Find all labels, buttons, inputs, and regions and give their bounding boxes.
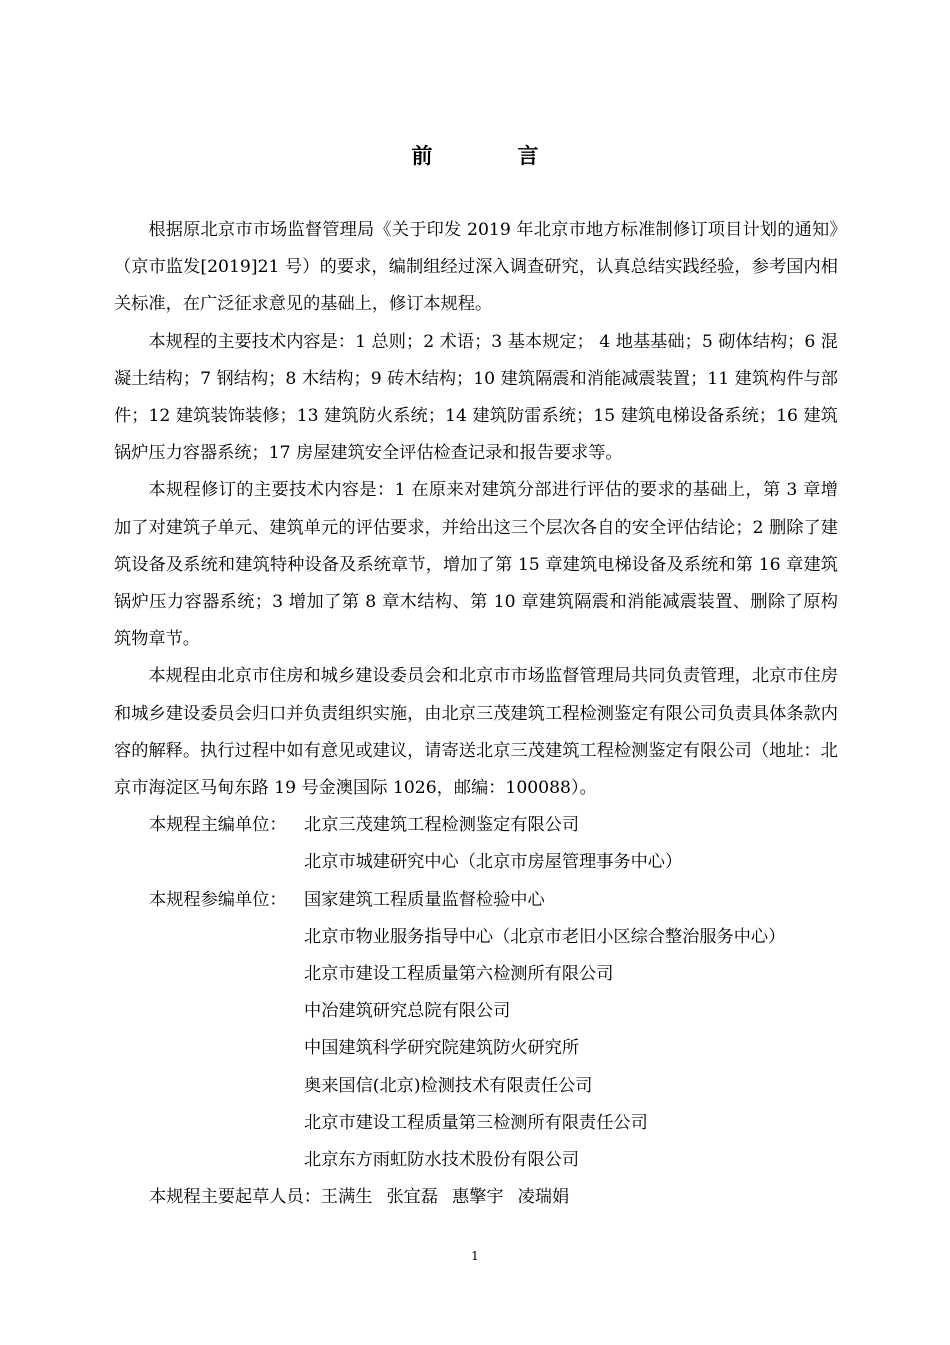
label-spacer <box>114 1105 304 1142</box>
participating-unit-row <box>114 956 838 993</box>
participating-units-block <box>114 882 838 1180</box>
participating-unit-row <box>114 1030 838 1067</box>
participating-unit-name: 北京市建设工程质量第六检测所有限公司 <box>304 964 614 985</box>
drafters-label: 本规程主要起草人员： <box>149 1187 321 1208</box>
participating-unit-name: 奥来国信(北京)检测技术有限责任公司 <box>304 1075 593 1096</box>
label-spacer <box>114 1068 304 1105</box>
label-spacer <box>114 956 304 993</box>
chief-units-block <box>114 807 838 881</box>
drafter-name: 凌瑞娟 <box>517 1187 570 1208</box>
chief-unit-name: 北京三茂建筑工程检测鉴定有限公司 <box>304 815 580 836</box>
participating-unit-name: 中冶建筑研究总院有限公司 <box>304 1001 511 1022</box>
page-title: 前 言 <box>411 144 571 168</box>
label-spacer <box>114 1030 304 1067</box>
participating-unit-name: 北京东方雨虹防水技术股份有限公司 <box>304 1150 580 1171</box>
participating-unit-row <box>114 919 838 956</box>
participating-unit-row <box>114 1105 838 1142</box>
paragraph-revision-content: 本规程修订的主要技术内容是：1 在原来对建筑分部进行评估的要求的基础上，第 3 章增加了对建筑子单元、建筑单元的评估要求，并给出这三个层次各自的安全评估结论；2 删除了建筑设备及系统和建筑特种设备及系统章节，增加了第 15 章建筑电梯设备及系统和第 16 章建筑锅炉压力容器系统；3 增加了第 8 章木结构、第 10 章建筑隔震和消能减震装置、删除了原构筑物章节。 <box>114 480 838 650</box>
chief-unit-row <box>114 844 838 881</box>
participating-units-label: 本规程参编单位： <box>149 889 287 910</box>
participating-unit-row <box>114 1142 838 1179</box>
participating-unit-name: 北京市物业服务指导中心（北京市老旧小区综合整治服务中心） <box>304 926 786 947</box>
chief-unit-name: 北京市城建研究中心（北京市房屋管理事务中心） <box>304 852 683 873</box>
participating-unit-row <box>114 1068 838 1105</box>
participating-unit-name: 国家建筑工程质量监督检验中心 <box>304 889 545 910</box>
label-spacer <box>114 1142 304 1179</box>
chief-units-label: 本规程主编单位： <box>149 815 287 836</box>
participating-unit-row <box>114 993 838 1030</box>
chief-unit-row <box>114 807 838 844</box>
paragraph-basis: 根据原北京市市场监督管理局《关于印发 2019 年北京市地方标准制修订项目计划的通知》（京市监发[2019]21 号）的要求，编制组经过深入调查研究，认真总结实践经验，参考国内相关标准，在广泛征求意见的基础上，修订本规程。 <box>114 220 838 315</box>
paragraph-main-content: 本规程的主要技术内容是：1 总则；2 术语；3 基本规定； 4 地基基础；5 砌体结构；6 混凝土结构；7 钢结构；8 木结构；9 砖木结构；10 建筑隔震和消能减震装置；11 建筑构件与部件；12 建筑装饰装修；13 建筑防火系统；14 建筑防雷系统；15 建筑电梯设备系统；16 建筑锅炉压力容器系统；17 房屋建筑安全评估检查记录和报告要求等。 <box>114 331 838 464</box>
preface-body <box>114 212 838 1216</box>
paragraph-management: 本规程由北京市住房和城乡建设委员会和北京市市场监督管理局共同负责管理，北京市住房和城乡建设委员会归口并负责组织实施，由北京三茂建筑工程检测鉴定有限公司负责具体条款内容的解释。执行过程中如有意见或建议，请寄送北京三茂建筑工程检测鉴定有限公司（地址：北京市海淀区马甸东路 19 号金澳国际 1026，邮编：100088）。 <box>114 666 838 799</box>
participating-unit-name: 北京市建设工程质量第三检测所有限责任公司 <box>304 1112 648 1133</box>
label-spacer <box>114 844 304 881</box>
drafter-name: 王满生 <box>320 1187 373 1208</box>
drafter-name: 张宜磊 <box>386 1187 439 1208</box>
label-spacer <box>114 919 304 956</box>
label-spacer <box>114 993 304 1030</box>
participating-unit-row <box>114 882 838 919</box>
participating-unit-name: 中国建筑科学研究院建筑防火研究所 <box>304 1038 580 1059</box>
page-number: 1 <box>471 1249 479 1263</box>
drafter-name: 惠擎宇 <box>452 1187 504 1208</box>
drafters-row <box>114 1179 838 1216</box>
